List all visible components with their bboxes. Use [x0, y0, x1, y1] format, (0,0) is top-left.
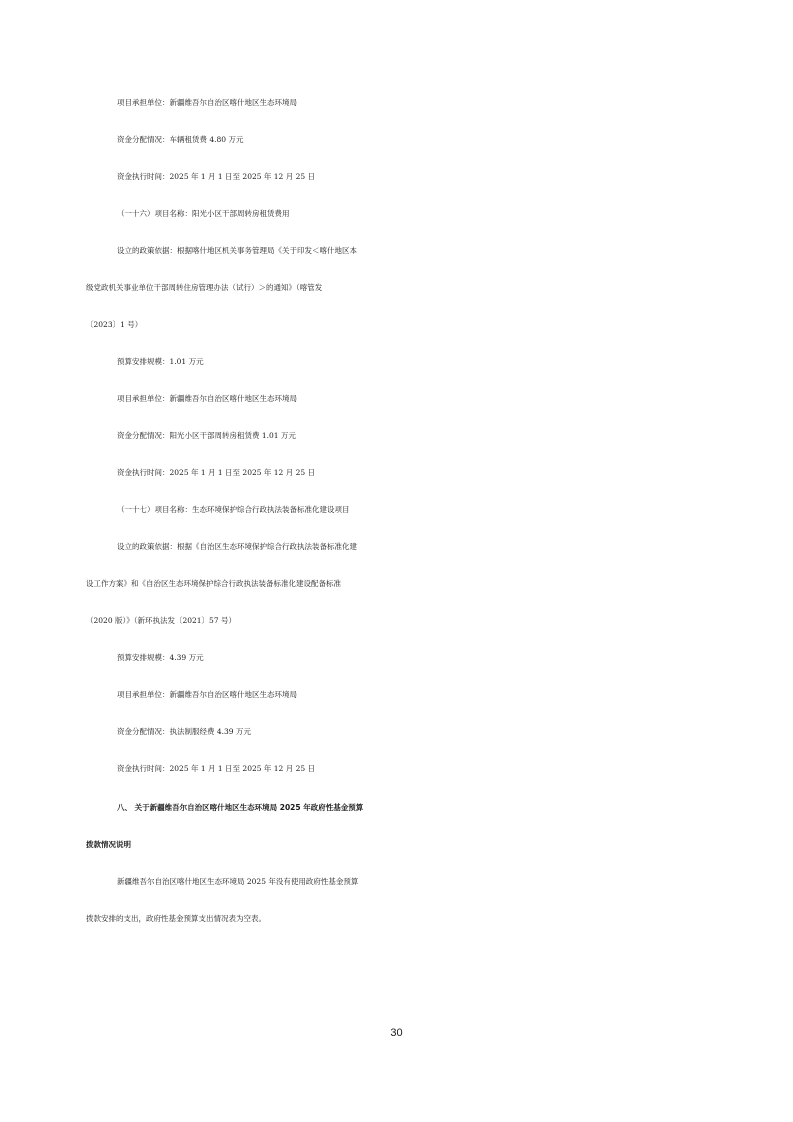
- section-heading: （一十七）项目名称：生态环境保护综合行政执法装备标准化建设项目: [117, 505, 350, 514]
- text-line: 拨款安排的支出，政府性基金预算支出情况表为空表。: [86, 914, 266, 923]
- text-line: 〔2023〕1 号）: [86, 320, 143, 329]
- text-line: 资金执行时间：2025 年 1 月 1 日至 2025 年 12 月 25 日: [117, 172, 316, 181]
- chapter-heading: 八、 关于新疆维吾尔自治区喀什地区生态环境局 2025 年政府性基金预算: [117, 803, 364, 812]
- section-heading: （一十六）项目名称：阳光小区干部周转房租赁费用: [117, 209, 290, 218]
- text-line: 资金执行时间：2025 年 1 月 1 日至 2025 年 12 月 25 日: [117, 764, 316, 773]
- text-line: 预算安排规模：1.01 万元: [117, 357, 204, 366]
- text-line: 设立的政策依据：根据喀什地区机关事务管理局《关于印发＜喀什地区本: [117, 246, 357, 255]
- text-line: 设工作方案》和《自治区生态环境保护综合行政执法装备标准化建设配备标准: [86, 579, 341, 588]
- text-line: 资金分配情况：阳光小区干部周转房租赁费 1.01 万元: [117, 431, 296, 440]
- text-line: （2020 版）》（新环执法发〔2021〕57 号）: [86, 616, 236, 625]
- text-line: 项目承担单位：新疆维吾尔自治区喀什地区生态环境局: [117, 98, 297, 107]
- text-line: 级党政机关事业单位干部周转住房管理办法（试行）＞的通知》（喀管发: [86, 283, 323, 292]
- chapter-heading: 拨款情况说明: [86, 840, 131, 849]
- page-number: 30: [390, 1027, 403, 1039]
- text-line: 设立的政策依据：根据《自治区生态环境保护综合行政执法装备标准化建: [117, 542, 357, 551]
- text-line: 资金执行时间：2025 年 1 月 1 日至 2025 年 12 月 25 日: [117, 468, 316, 477]
- text-line: 项目承担单位：新疆维吾尔自治区喀什地区生态环境局: [117, 394, 297, 403]
- text-line: 新疆维吾尔自治区喀什地区生态环境局 2025 年没有使用政府性基金预算: [117, 877, 359, 886]
- text-line: 项目承担单位：新疆维吾尔自治区喀什地区生态环境局: [117, 690, 297, 699]
- text-line: 资金分配情况：执法制服经费 4.39 万元: [117, 727, 251, 736]
- text-line: 资金分配情况：车辆租赁费 4.80 万元: [117, 135, 244, 144]
- text-line: 预算安排规模：4.39 万元: [117, 653, 204, 662]
